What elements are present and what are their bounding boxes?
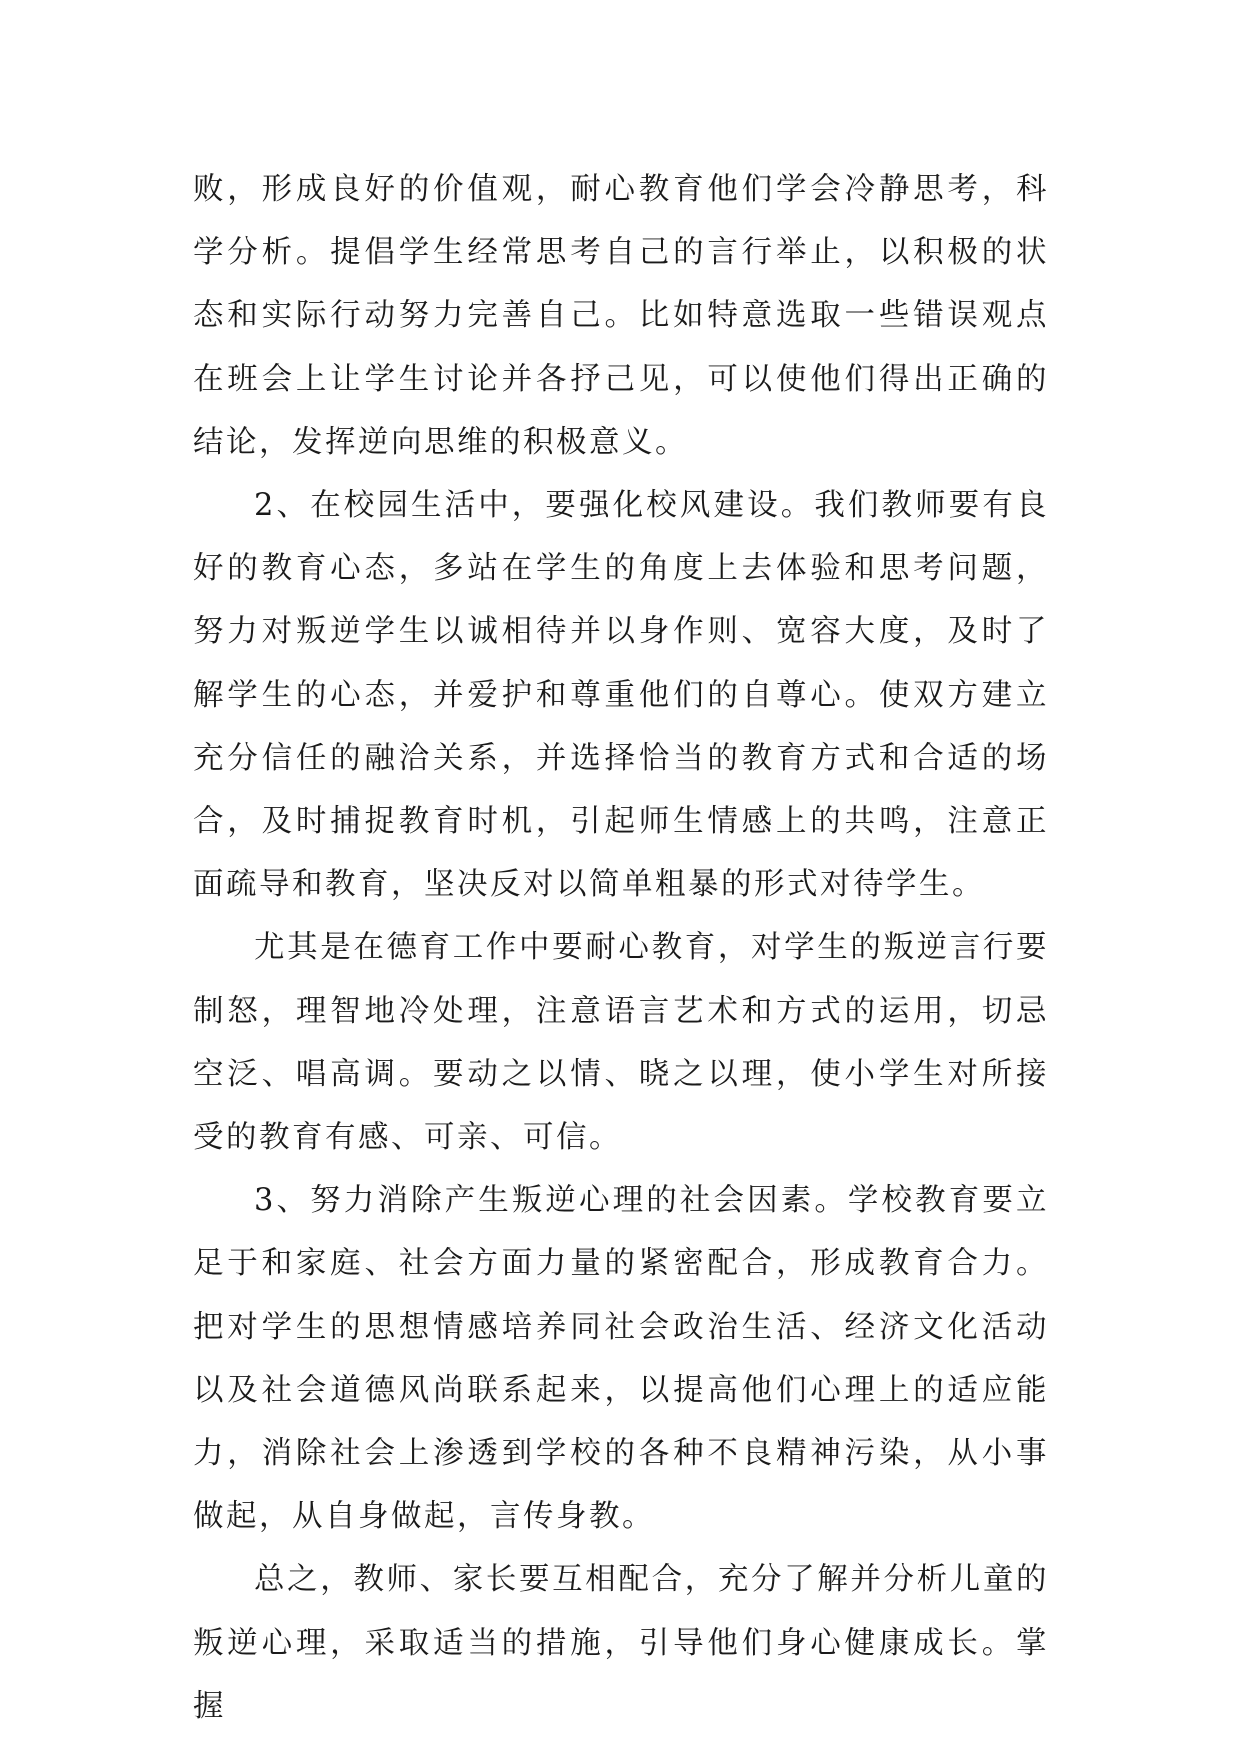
paragraph-social-factors: 3、努力消除产生叛逆心理的社会因素。学校教育要立足于和家庭、社会方面力量的紧密配合，形成教育合力。把对学生的思想情感培养同社会政治生活、经济文化活动以及社会道德风尚联系起来，以提高他们心理上的适应能力，消除社会上渗透到学校的各种不良精神污染，从小事做起，从自身做起，言传身教。 xyxy=(193,1183,1049,1535)
document-body xyxy=(193,158,1049,1738)
paragraph-school-life: 2、在校园生活中，要强化校风建设。我们教师要有良好的教育心态，多站在学生的角度上去体验和思考问题，努力对叛逆学生以诚相待并以身作则、宽容大度，及时了解学生的心态，并爱护和尊重他们的自尊心。使双方建立充分信任的融洽关系，并选择恰当的教育方式和合适的场合，及时捕捉教育时机，引起师生情感上的共鸣，注意正面疏导和教育，坚决反对以简单粗暴的形式对待学生。 xyxy=(193,488,1049,903)
paragraph-continuation: 败，形成良好的价值观，耐心教育他们学会冷静思考，科学分析。提倡学生经常思考自己的言行举止，以积极的状态和实际行动努力完善自己。比如特意选取一些错误观点在班会上让学生讨论并各抒己见，可以使他们得出正确的结论，发挥逆向思维的积极意义。 xyxy=(193,172,1049,460)
paragraph-moral-education: 尤其是在德育工作中要耐心教育，对学生的叛逆言行要制怒，理智地冷处理，注意语言艺术和方式的运用，切忌空泛、唱高调。要动之以情、晓之以理，使小学生对所接受的教育有感、可亲、可信。 xyxy=(193,930,1049,1156)
paragraph-summary: 总之，教师、家长要互相配合，充分了解并分析儿童的叛逆心理，采取适当的措施，引导他们身心健康成长。掌握 xyxy=(193,1562,1049,1724)
